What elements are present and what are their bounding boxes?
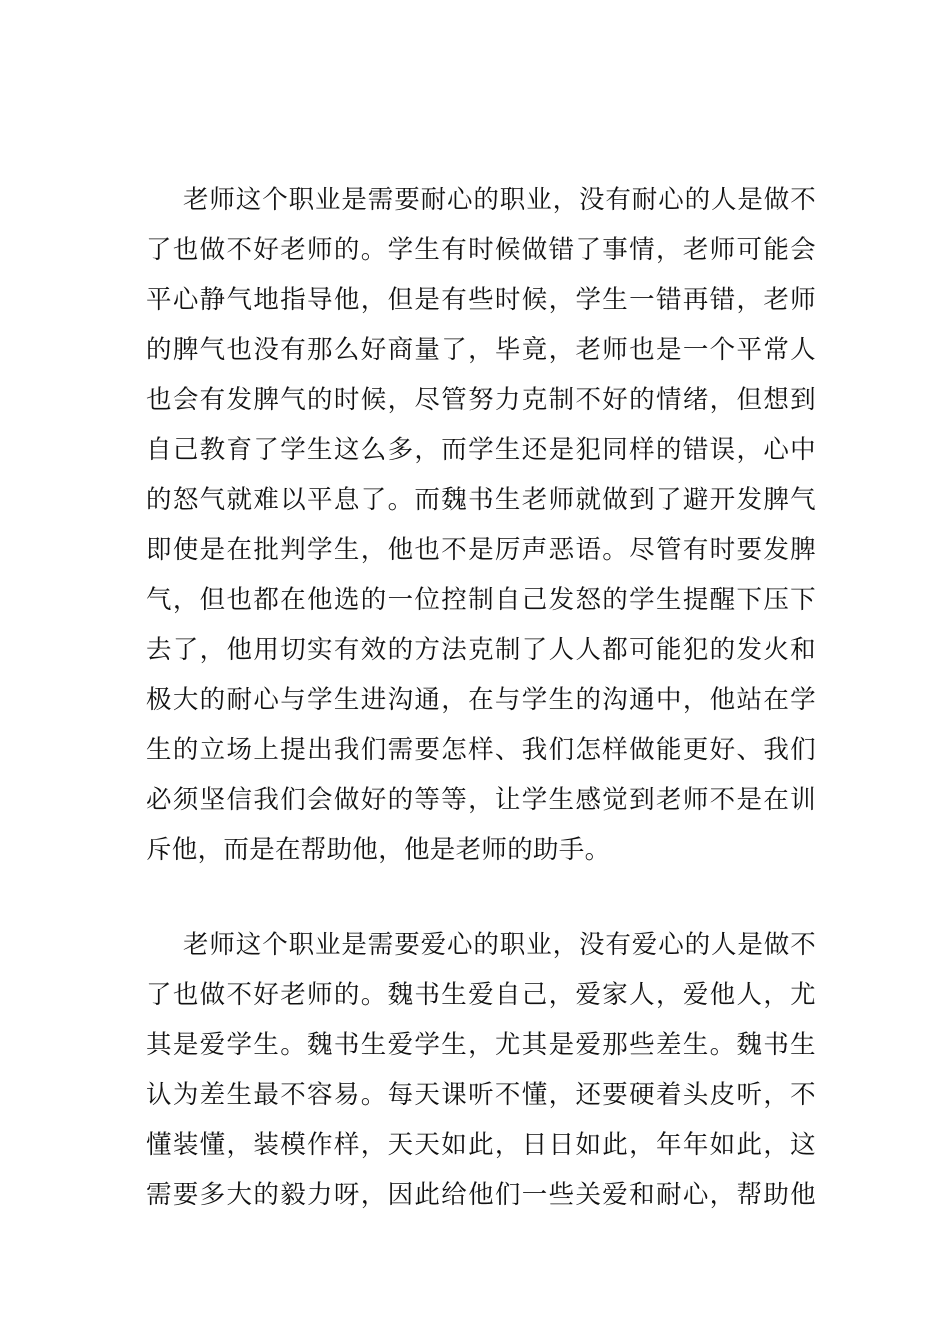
paragraph-line: 必须坚信我们会做好的等等，让学生感觉到老师不是在训 [146, 785, 816, 815]
paragraph-line: 认为差生最不容易。每天课听不懂，还要硬着头皮听，不 [146, 1080, 816, 1110]
paragraph-line: 其是爱学生。魏书生爱学生，尤其是爱那些差生。魏书生 [146, 1030, 816, 1060]
paragraph-line: 懂装懂，装模作样，天天如此，日日如此，年年如此，这 [146, 1130, 816, 1160]
paragraph-line: 平心静气地指导他，但是有些时候，学生一错再错，老师 [146, 285, 816, 315]
paragraph-line: 极大的耐心与学生进沟通，在与学生的沟通中，他站在学 [146, 685, 816, 715]
paragraph-line: 了也做不好老师的。魏书生爱自己，爱家人，爱他人，尤 [146, 980, 816, 1010]
paragraph-line: 需要多大的毅力呀，因此给他们一些关爱和耐心，帮助他 [146, 1180, 816, 1210]
paragraph-line: 自己教育了学生这么多，而学生还是犯同样的错误，心中 [146, 435, 816, 465]
paragraph-line: 的脾气也没有那么好商量了，毕竟，老师也是一个平常人 [146, 335, 816, 365]
paragraph-line: 气，但也都在他选的一位控制自己发怒的学生提醒下压下 [146, 585, 816, 615]
paragraph-line: 去了，他用切实有效的方法克制了人人都可能犯的发火和 [146, 635, 816, 665]
paragraph-line: 老师这个职业是需要爱心的职业，没有爱心的人是做不 [183, 930, 816, 960]
paragraph-line: 的怒气就难以平息了。而魏书生老师就做到了避开发脾气 [146, 485, 816, 515]
paragraph-line: 斥他，而是在帮助他，他是老师的助手。 [146, 835, 611, 865]
paragraph-line: 了也做不好老师的。学生有时候做错了事情，老师可能会 [146, 235, 816, 265]
paragraph-line: 生的立场上提出我们需要怎样、我们怎样做能更好、我们 [146, 735, 816, 765]
paragraph-line: 老师这个职业是需要耐心的职业，没有耐心的人是做不 [183, 185, 816, 215]
paragraph-line: 也会有发脾气的时候，尽管努力克制不好的情绪，但想到 [146, 385, 816, 415]
paragraph-line: 即使是在批判学生，他也不是厉声恶语。尽管有时要发脾 [146, 535, 816, 565]
